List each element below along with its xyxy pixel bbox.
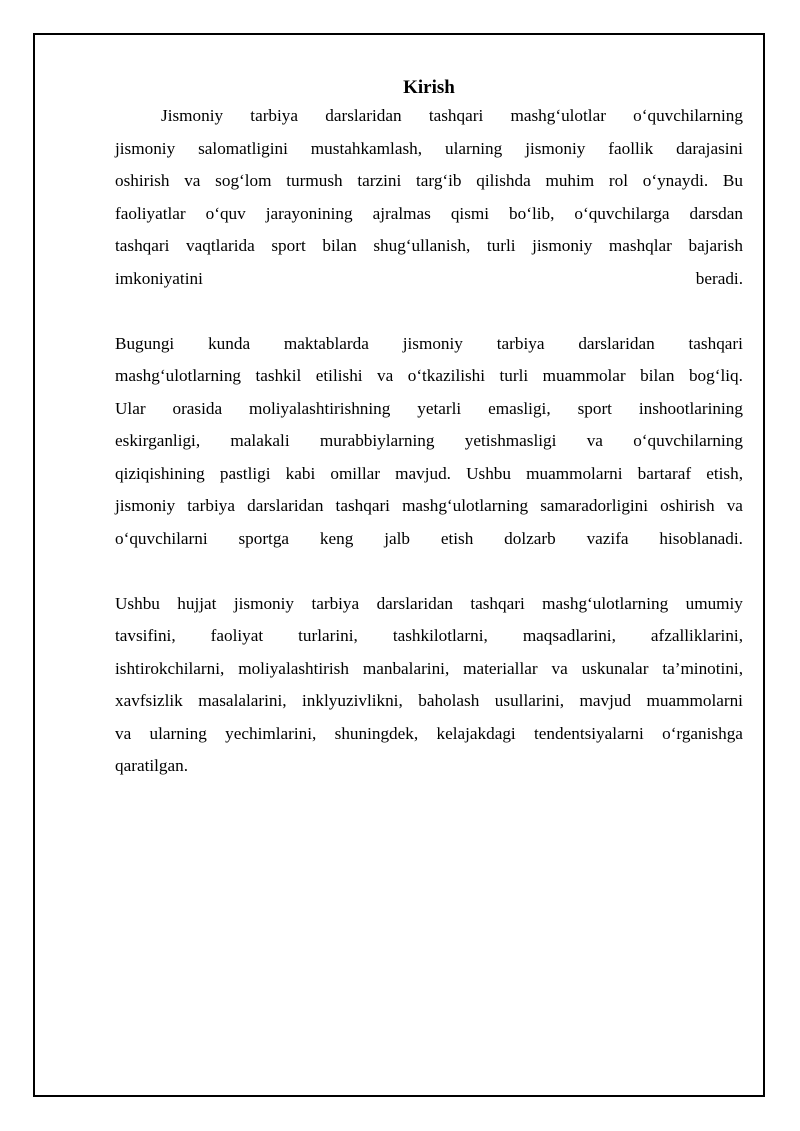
text-line: eskirganligi, malakali murabbiylarning yetishmasligi va o‘quvchilarning: [115, 431, 743, 450]
text-line: ishtirokchilarni, moliyalashtirish manbalarini, materiallar va uskunalar ta’minotini,: [115, 658, 743, 678]
text-line: jismoniy salomatligini mustahkamlash, ularning jismoniy faollik darajasini: [115, 138, 743, 158]
text-line: va ularning yechimlarini, shuningdek, kelajakdagi tendentsiyalarni o‘rganishga: [115, 723, 743, 743]
text-line: imkoniyatini beradi.: [115, 268, 743, 288]
paragraph: [115, 328, 743, 556]
text-line: jismoniy tarbiya darslaridan tashqari mashg‘ulotlarning samaradorligini oshirish va: [115, 496, 743, 515]
text-line: Ushbu hujjat jismoniy tarbiya darslaridan tashqari mashg‘ulotlarning umumiy: [115, 593, 743, 613]
text-line: Jismoniy tarbiya darslaridan tashqari mashg‘ulotlar o‘quvchilarning: [161, 106, 743, 125]
text-line: faoliyatlar o‘quv jarayonining ajralmas qismi bo‘lib, o‘quvchilarga darsdan: [115, 203, 743, 223]
text-line: xavfsizlik masalalarini, inklyuzivlikni, baholash usullarini, mavjud muammolarni: [115, 691, 743, 710]
text-line: oshirish va sog‘lom turmush tarzini targ‘ib qilishda muhim rol o‘ynaydi. Bu: [115, 171, 743, 190]
text-line: tashqari vaqtlarida sport bilan shug‘ullanish, turli jismoniy mashqlar bajarish: [115, 236, 743, 255]
paragraph-gap: [115, 555, 743, 588]
text-line: tavsifini, faoliyat turlarini, tashkilotlarni, maqsadlarini, afzalliklarini,: [115, 626, 743, 645]
text-line: qiziqishining pastligi kabi omillar mavjud. Ushbu muammolarni bartaraf etish,: [115, 463, 743, 483]
paragraphs-container: [115, 100, 743, 783]
paragraph: [115, 100, 743, 295]
text-line: Bugungi kunda maktablarda jismoniy tarbiya darslaridan tashqari: [115, 333, 743, 353]
document-body: [115, 76, 743, 783]
text-line: o‘quvchilarni sportga keng jalb etish dolzarb vazifa hisoblanadi.: [115, 528, 743, 548]
text-line: mashg‘ulotlarning tashkil etilishi va o‘tkazilishi turli muammolar bilan bog‘liq.: [115, 366, 743, 385]
document-title: Kirish: [403, 77, 455, 98]
text-line: Ular orasida moliyalashtirishning yetarli emasligi, sport inshootlarining: [115, 398, 743, 418]
paragraph-gap: [115, 295, 743, 328]
paragraph: [115, 588, 743, 783]
text-line: qaratilgan.: [115, 756, 189, 775]
